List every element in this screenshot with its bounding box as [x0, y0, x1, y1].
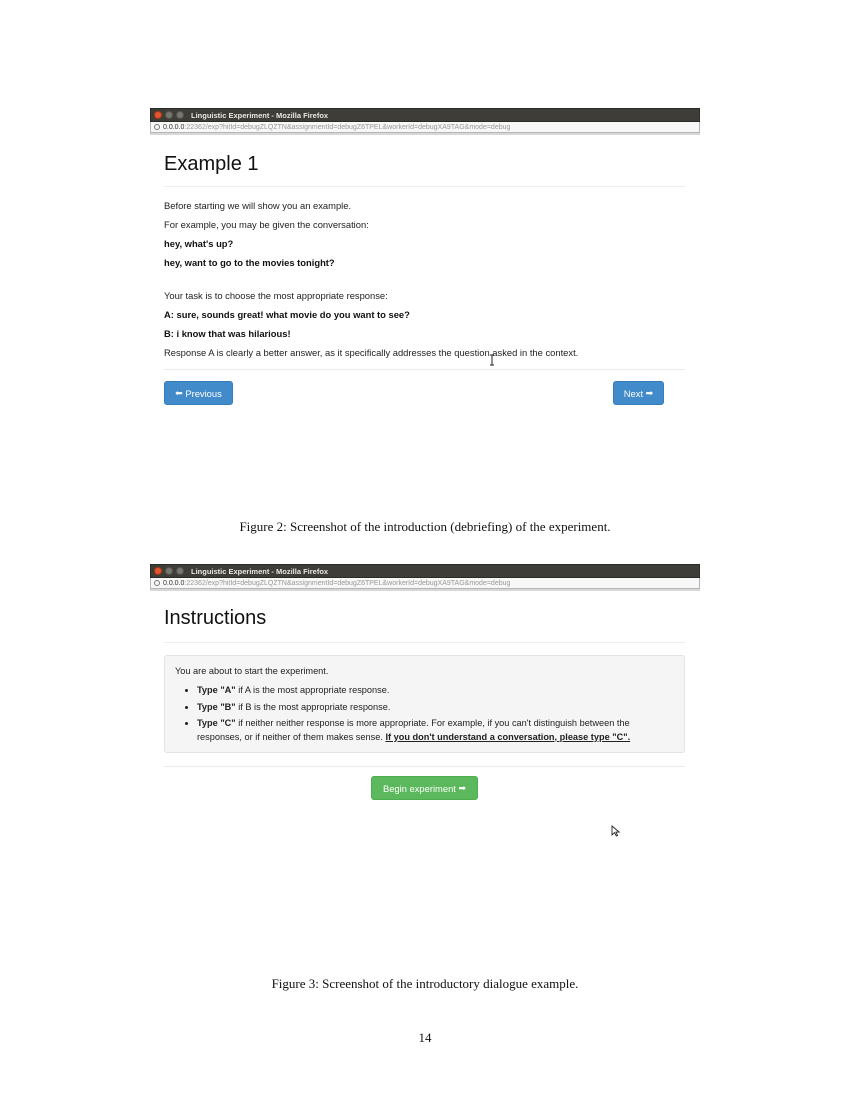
page-title: Instructions	[164, 607, 267, 629]
title-divider	[164, 186, 685, 187]
globe-icon	[154, 124, 160, 130]
page-content	[150, 591, 700, 891]
page-content	[150, 135, 700, 435]
page-title: Example 1	[164, 153, 259, 175]
url-bar[interactable]	[150, 122, 700, 133]
url-bar[interactable]	[150, 578, 700, 589]
list-item: • Type "C" if neither neither response is more appropriate. For example, if you can't distinguish between the responses, or if neither of them makes sense. If you don't understand a conversation, please type "C".	[197, 717, 667, 744]
instructions-panel	[164, 655, 685, 753]
figure-2-caption: Figure 2: Screenshot of the introduction (debriefing) of the experiment.	[239, 519, 611, 534]
example-intro-text: For example, you may be given the conversation:	[164, 219, 369, 230]
footer-divider	[164, 766, 685, 767]
response-b: B: i know that was hilarious!	[164, 328, 291, 339]
instructions-intro: You are about to start the experiment.	[175, 666, 329, 676]
response-a: A: sure, sounds great! what movie do you want to see?	[164, 309, 410, 320]
page-number: 14	[418, 1030, 432, 1045]
arrow-right-icon: ➡	[645, 387, 654, 398]
text-cursor-icon	[487, 354, 497, 366]
url-path: :22362/exp?hitId=debugZLQZTN&assignmentId=debugZ6TPEL&workerId=debugXA9TAG&mode=debug	[184, 123, 511, 131]
window-titlebar	[150, 564, 700, 578]
figure-3-screenshot	[150, 564, 700, 864]
context-turn-1: hey, what's up?	[164, 238, 234, 249]
arrow-left-icon: ⬅	[175, 387, 183, 398]
window-minimize-icon[interactable]	[165, 111, 173, 119]
mouse-pointer-icon	[611, 825, 621, 837]
emphasis-text: If you don't understand a conversation, please type "C".	[385, 731, 631, 742]
arrow-right-icon: ➡	[458, 782, 467, 793]
figure-3-caption: Figure 3: Screenshot of the introductory dialogue example.	[271, 976, 579, 991]
begin-label: Begin experiment	[382, 782, 456, 794]
window-close-icon[interactable]	[154, 111, 162, 119]
window-titlebar	[150, 108, 700, 122]
context-turn-2: hey, want to go to the movies tonight?	[164, 257, 335, 268]
url-path: :22362/exp?hitId=debugZLQZTN&assignmentId=debugZ6TPEL&workerId=debugXA9TAG&mode=debug	[184, 579, 511, 587]
list-item: • Type "A" if A is the most appropriate response.	[197, 684, 667, 698]
explanation-text: Response A is clearly a better answer, as it specifically addresses the question asked in the context.	[164, 347, 579, 358]
previous-button[interactable]	[164, 381, 233, 405]
instructions-list	[185, 684, 667, 747]
task-text: Your task is to choose the most appropriate response:	[164, 290, 388, 301]
window-minimize-icon[interactable]	[165, 567, 173, 575]
begin-experiment-button[interactable]	[371, 776, 478, 800]
title-divider	[164, 642, 685, 643]
list-item: • Type "B" if B is the most appropriate response.	[197, 701, 667, 715]
globe-icon	[154, 580, 160, 586]
previous-label: Previous	[185, 387, 222, 399]
window-maximize-icon[interactable]	[176, 111, 184, 119]
window-title: Linguistic Experiment - Mozilla Firefox	[191, 566, 329, 576]
next-button[interactable]	[613, 381, 664, 405]
intro-text: Before starting we will show you an example.	[164, 200, 352, 211]
figure-2-screenshot	[150, 108, 700, 408]
url-host: 0.0.0.0	[163, 123, 185, 131]
url-host: 0.0.0.0	[163, 579, 185, 587]
next-label: Next	[623, 387, 644, 399]
window-close-icon[interactable]	[154, 567, 162, 575]
footer-divider	[164, 369, 685, 370]
window-maximize-icon[interactable]	[176, 567, 184, 575]
window-title: Linguistic Experiment - Mozilla Firefox	[191, 110, 329, 120]
